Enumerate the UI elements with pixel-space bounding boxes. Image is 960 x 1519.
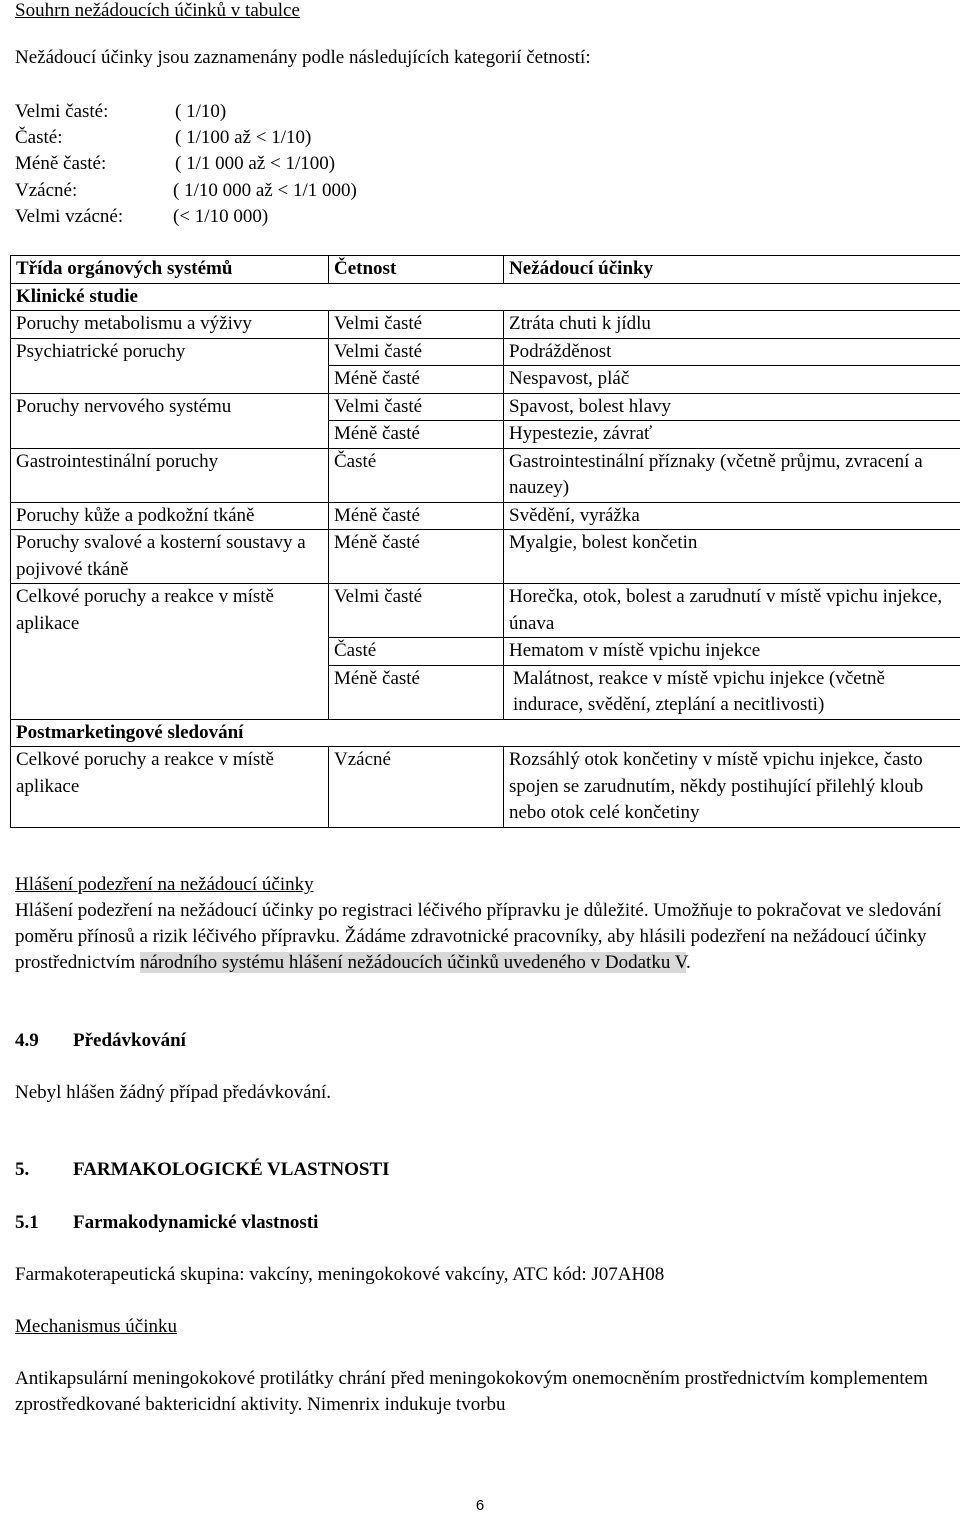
section-heading-adverse-table	[15, 0, 945, 24]
frequency-label: Vzácné:	[15, 178, 77, 204]
table-row	[11, 665, 960, 719]
cell-effect: Rozsáhlý otok končetiny v místě vpichu injekce, často spojen se zarudnutím, někdy postihující přilehlý kloub nebo otok celé končetiny	[504, 747, 960, 828]
header-soc: Třída orgánových systémů	[11, 256, 329, 284]
mechanism-title: Mechanismus účinku	[15, 1314, 945, 1340]
cell-frequency: Vzácné	[329, 747, 504, 828]
cell-soc: Psychiatrické poruchy	[11, 338, 329, 366]
cell-frequency: Časté	[329, 448, 504, 502]
cell-soc	[11, 421, 329, 449]
cell-frequency: Méně časté	[329, 421, 504, 449]
table-row	[11, 393, 960, 421]
table-row	[11, 311, 960, 339]
cell-frequency: Velmi časté	[329, 338, 504, 366]
reporting-text	[15, 898, 945, 976]
table-section-row	[11, 719, 960, 747]
intro-paragraph: Nežádoucí účinky jsou zaznamenány podle následujících kategorií četností:	[15, 45, 945, 71]
cell-soc: Poruchy svalové a kosterní soustavy a pojivové tkáně	[11, 530, 329, 584]
frequency-label: Velmi vzácné:	[15, 204, 123, 230]
cell-frequency: Méně časté	[329, 530, 504, 584]
table-row	[11, 366, 960, 394]
cell-effect: Podrážděnost	[504, 338, 960, 366]
cell-effect: Gastrointestinální příznaky (včetně průjmu, zvracení a nauzey)	[504, 448, 960, 502]
cell-frequency: Méně časté	[329, 665, 504, 719]
heading-text: Souhrn nežádoucích účinků v tabulce	[15, 0, 300, 21]
cell-effect: Hypestezie, závrať	[504, 421, 960, 449]
table-row	[11, 530, 960, 584]
section-5-1-text: Farmakoterapeutická skupina: vakcíny, meningokokové vakcíny, ATC kód: J07AH08	[15, 1262, 945, 1288]
frequency-range: ( 1/10)	[175, 99, 226, 125]
frequency-range: ( 1/100 až < 1/10)	[175, 125, 311, 151]
table-row	[11, 502, 960, 530]
cell-soc: Celkové poruchy a reakce v místě aplikace	[11, 584, 329, 638]
cell-frequency: Velmi časté	[329, 584, 504, 638]
cell-frequency: Méně časté	[329, 502, 504, 530]
cell-soc: Poruchy kůže a podkožní tkáně	[11, 502, 329, 530]
cell-effect: Myalgie, bolest končetin	[504, 530, 960, 584]
cell-effect: Horečka, otok, bolest a zarudnutí v místě vpichu injekce, únava	[504, 584, 960, 638]
cell-soc: Poruchy metabolismu a výživy	[11, 311, 329, 339]
section-5-heading	[15, 1157, 945, 1183]
section-title: Předávkování	[73, 1030, 186, 1051]
section-clinical-studies: Klinické studie	[11, 283, 960, 311]
reporting-section	[15, 872, 945, 976]
table-row	[11, 338, 960, 366]
frequency-label: Méně časté:	[15, 151, 106, 177]
header-effects: Nežádoucí účinky	[504, 256, 960, 284]
cell-frequency: Velmi časté	[329, 393, 504, 421]
frequency-label: Velmi časté:	[15, 99, 108, 125]
adverse-reactions-table	[10, 255, 960, 828]
section-4-9-text: Nebyl hlášen žádný případ předávkování.	[15, 1080, 945, 1106]
reporting-body: Hlášení podezření na nežádoucí účinky po registraci léčivého přípravku je důležité. Umožňuje to pokračovat ve sledování poměru přínosů a rizik léčivého přípravku. Žádáme zdravotnické pracovníky, aby hlásili podezření na nežádoucí účinky prostřednictvím	[15, 900, 941, 973]
reporting-title: Hlášení podezření na nežádoucí účinky	[15, 872, 945, 898]
header-frequency: Četnost	[329, 256, 504, 284]
table-row	[11, 638, 960, 666]
cell-soc: Poruchy nervového systému	[11, 393, 329, 421]
cell-effect: Nespavost, pláč	[504, 366, 960, 394]
table-row	[11, 584, 960, 638]
table-section-row	[11, 283, 960, 311]
cell-frequency: Méně časté	[329, 366, 504, 394]
section-title: Farmakodynamické vlastnosti	[73, 1212, 318, 1233]
cell-effect: Svědění, vyrážka	[504, 502, 960, 530]
section-number: 4.9	[15, 1028, 73, 1054]
table-header-row	[11, 256, 960, 284]
section-number: 5.	[15, 1157, 73, 1183]
cell-effect: Hematom v místě vpichu injekce	[504, 638, 960, 666]
cell-soc	[11, 366, 329, 394]
section-postmarketing: Postmarketingové sledování	[11, 719, 960, 747]
cell-soc: Celkové poruchy a reakce v místě aplikace	[11, 747, 329, 828]
cell-effect: Ztráta chuti k jídlu	[504, 311, 960, 339]
mechanism-text: Antikapsulární meningokokové protilátky chrání před meningokokovým onemocněním prostřednictvím komplementem zprostředkované baktericidní aktivity. Nimenrix indukuje tvorbu	[15, 1366, 945, 1418]
cell-effect: Spavost, bolest hlavy	[504, 393, 960, 421]
table-row	[11, 448, 960, 502]
cell-soc: Gastrointestinální poruchy	[11, 448, 329, 502]
frequency-range: (< 1/10 000)	[173, 204, 268, 230]
cell-soc	[11, 638, 329, 666]
cell-effect: Malátnost, reakce v místě vpichu injekce (včetně indurace, svědění, zteplání a necitlivosti)	[504, 665, 960, 719]
section-4-9-heading	[15, 1028, 945, 1054]
frequency-range: ( 1/10 000 až < 1/1 000)	[173, 178, 357, 204]
reporting-link-highlight: národního systému hlášení nežádoucích účinků uvedeného v Dodatku V	[140, 952, 686, 973]
frequency-range: ( 1/1 000 až < 1/100)	[175, 151, 335, 177]
table-row	[11, 421, 960, 449]
section-title: FARMAKOLOGICKÉ VLASTNOSTI	[73, 1159, 390, 1180]
section-5-1-heading	[15, 1210, 945, 1236]
reporting-end: .	[686, 952, 691, 973]
frequency-label: Časté:	[15, 125, 63, 151]
section-number: 5.1	[15, 1210, 73, 1236]
table-row	[11, 747, 960, 828]
page-number: 6	[0, 1493, 960, 1519]
cell-frequency: Velmi časté	[329, 311, 504, 339]
cell-soc	[11, 665, 329, 719]
cell-frequency: Časté	[329, 638, 504, 666]
